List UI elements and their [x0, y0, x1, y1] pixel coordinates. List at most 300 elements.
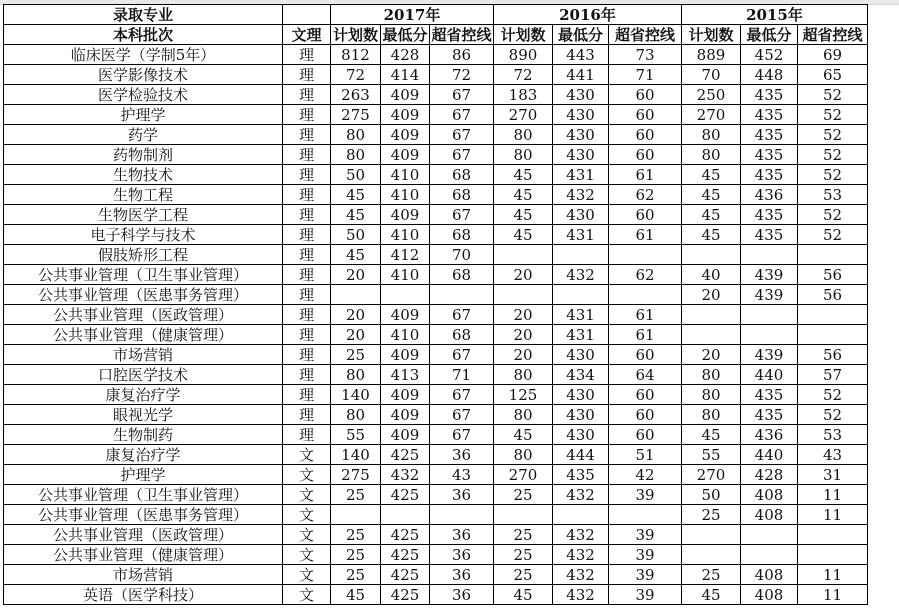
value-cell-over-2017: 36	[430, 565, 494, 585]
value-cell-min-2017: 412	[381, 245, 430, 265]
value-cell-over-2016: 64	[609, 365, 682, 385]
value-cell-over-2017: 67	[430, 105, 494, 125]
value-cell-over-2016: 73	[609, 45, 682, 65]
value-cell-min-2017	[381, 505, 430, 525]
value-cell-plan-2015	[682, 545, 741, 565]
value-cell-plan-2016: 80	[494, 365, 553, 385]
value-cell-plan-2017: 263	[331, 85, 381, 105]
value-cell-plan-2016: 890	[494, 45, 553, 65]
major-name-cell: 公共事业管理（卫生事业管理）	[4, 485, 283, 505]
value-cell-min-2016: 430	[553, 345, 609, 365]
value-cell-min-2017: 409	[381, 405, 430, 425]
value-cell-plan-2015: 45	[682, 205, 741, 225]
table-row	[4, 145, 868, 165]
table-row	[4, 545, 868, 565]
value-cell-min-2016: 444	[553, 445, 609, 465]
value-cell-plan-2017: 72	[331, 65, 381, 85]
value-cell-plan-2017: 45	[331, 585, 381, 605]
value-cell-min-2017: 425	[381, 485, 430, 505]
value-cell-min-2016: 432	[553, 485, 609, 505]
subject-type-cell: 理	[283, 265, 331, 285]
value-cell-plan-2017: 80	[331, 365, 381, 385]
value-cell-min-2016: 432	[553, 265, 609, 285]
value-cell-min-2016	[553, 285, 609, 305]
value-cell-min-2015: 440	[741, 365, 798, 385]
value-cell-min-2016: 430	[553, 145, 609, 165]
table-row	[4, 125, 868, 145]
value-cell-over-2015: 52	[798, 405, 868, 425]
value-cell-over-2016: 39	[609, 485, 682, 505]
value-cell-min-2017: 409	[381, 205, 430, 225]
value-cell-plan-2016: 80	[494, 125, 553, 145]
subject-type-cell: 理	[283, 305, 331, 325]
value-cell-over-2017: 43	[430, 465, 494, 485]
value-cell-over-2016: 60	[609, 425, 682, 445]
major-name-cell: 市场营销	[4, 565, 283, 585]
metric-header-min-2017: 最低分	[382, 25, 428, 44]
value-cell-over-2017: 36	[430, 545, 494, 565]
table-row	[4, 225, 868, 245]
subject-type-cell: 理	[283, 325, 331, 345]
value-cell-over-2017: 67	[430, 205, 494, 225]
value-cell-min-2015: 448	[741, 65, 798, 85]
value-cell-plan-2015: 45	[682, 585, 741, 605]
table-row	[4, 45, 868, 65]
major-name-cell: 医学检验技术	[4, 85, 283, 105]
value-cell-over-2015: 53	[798, 185, 868, 205]
value-cell-plan-2017: 25	[331, 565, 381, 585]
header-row-years	[4, 5, 868, 25]
subject-type-cell: 文	[283, 485, 331, 505]
value-cell-plan-2017: 20	[331, 305, 381, 325]
metric-header-min-2015: 最低分	[741, 25, 798, 45]
value-cell-plan-2017: 140	[331, 385, 381, 405]
value-cell-min-2017: 425	[381, 525, 430, 545]
value-cell-min-2017: 410	[381, 225, 430, 245]
table-row	[4, 485, 868, 505]
value-cell-plan-2015: 270	[682, 105, 741, 125]
value-cell-over-2017: 67	[430, 425, 494, 445]
value-cell-over-2017: 67	[430, 145, 494, 165]
value-cell-plan-2015: 250	[682, 85, 741, 105]
table-row	[4, 365, 868, 385]
subject-type-cell: 理	[283, 85, 331, 105]
value-cell-min-2015: 440	[741, 445, 798, 465]
corner-label-major: 录取专业	[4, 5, 283, 25]
value-cell-plan-2017: 275	[331, 105, 381, 125]
table-row	[4, 85, 868, 105]
metric-header-plan-2017: 计划数	[331, 25, 381, 45]
value-cell-plan-2017: 140	[331, 445, 381, 465]
major-name-cell: 眼视光学	[4, 405, 283, 425]
value-cell-over-2016: 60	[609, 125, 682, 145]
metric-header-over-2015: 超省控线	[798, 25, 868, 45]
metric-header-over-2017: 超省控线	[431, 25, 492, 44]
value-cell-min-2016	[553, 505, 609, 525]
value-cell-min-2015	[741, 525, 798, 545]
value-cell-over-2017: 36	[430, 525, 494, 545]
value-cell-min-2017: 409	[381, 145, 430, 165]
subject-type-cell: 文	[283, 445, 331, 465]
major-name-cell: 口腔医学技术	[4, 365, 283, 385]
subject-type-cell: 理	[283, 225, 331, 245]
subject-type-cell: 理	[283, 165, 331, 185]
value-cell-plan-2015: 20	[682, 345, 741, 365]
subject-type-cell: 理	[283, 345, 331, 365]
major-name-cell: 生物技术	[4, 165, 283, 185]
value-cell-plan-2016: 80	[494, 145, 553, 165]
value-cell-over-2017: 36	[430, 485, 494, 505]
major-name-cell: 市场营销	[4, 345, 283, 365]
table-row	[4, 445, 868, 465]
header-row-metrics	[4, 25, 868, 45]
value-cell-min-2016: 432	[553, 565, 609, 585]
value-cell-plan-2015: 25	[682, 565, 741, 585]
table-body	[4, 45, 868, 605]
value-cell-plan-2016: 25	[494, 565, 553, 585]
table-row	[4, 345, 868, 365]
value-cell-over-2015: 52	[798, 125, 868, 145]
value-cell-plan-2017: 25	[331, 525, 381, 545]
value-cell-over-2017: 68	[430, 185, 494, 205]
metric-header-min-2016: 最低分	[553, 25, 609, 45]
subject-type-cell: 理	[283, 145, 331, 165]
value-cell-min-2017: 425	[381, 545, 430, 565]
value-cell-over-2015: 11	[798, 565, 868, 585]
value-cell-over-2016: 60	[609, 205, 682, 225]
value-cell-plan-2015: 45	[682, 185, 741, 205]
value-cell-over-2015: 57	[798, 365, 868, 385]
value-cell-min-2015: 435	[741, 385, 798, 405]
value-cell-min-2017: 410	[381, 265, 430, 285]
table-row	[4, 165, 868, 185]
value-cell-over-2017: 72	[430, 65, 494, 85]
major-name-cell: 公共事业管理（卫生事业管理）	[4, 265, 283, 285]
value-cell-over-2016: 39	[609, 545, 682, 565]
value-cell-min-2016: 432	[553, 545, 609, 565]
value-cell-plan-2015: 80	[682, 385, 741, 405]
value-cell-over-2015: 52	[798, 385, 868, 405]
value-cell-plan-2015: 25	[682, 505, 741, 525]
value-cell-over-2015: 11	[798, 505, 868, 525]
subject-type-cell: 文	[283, 465, 331, 485]
table-row	[4, 565, 868, 585]
value-cell-min-2017: 425	[381, 585, 430, 605]
major-name-cell: 公共事业管理（医政管理）	[4, 305, 283, 325]
value-cell-min-2015: 452	[741, 45, 798, 65]
value-cell-over-2015: 52	[798, 165, 868, 185]
value-cell-plan-2015: 80	[682, 145, 741, 165]
subject-type-cell: 文	[283, 545, 331, 565]
value-cell-over-2017: 67	[430, 345, 494, 365]
value-cell-over-2015: 11	[798, 585, 868, 605]
value-cell-over-2015	[798, 305, 868, 325]
value-cell-plan-2016: 45	[494, 425, 553, 445]
value-cell-min-2016: 441	[553, 65, 609, 85]
value-cell-over-2016: 60	[609, 145, 682, 165]
value-cell-min-2017	[381, 285, 430, 305]
value-cell-over-2016: 42	[609, 465, 682, 485]
value-cell-plan-2016: 25	[494, 545, 553, 565]
value-cell-over-2017	[430, 505, 494, 525]
value-cell-plan-2016: 45	[494, 185, 553, 205]
major-name-cell: 英语（医学科技）	[4, 585, 283, 605]
subject-type-cell: 理	[283, 385, 331, 405]
value-cell-over-2016: 61	[609, 305, 682, 325]
value-cell-plan-2016: 20	[494, 325, 553, 345]
table-row	[4, 465, 868, 485]
value-cell-plan-2016: 72	[494, 65, 553, 85]
table-row	[4, 205, 868, 225]
value-cell-min-2015: 435	[741, 85, 798, 105]
subject-type-cell: 理	[283, 365, 331, 385]
value-cell-min-2015: 435	[741, 105, 798, 125]
table-row	[4, 245, 868, 265]
table-row	[4, 305, 868, 325]
value-cell-over-2015: 65	[798, 65, 868, 85]
subject-type-cell: 理	[283, 185, 331, 205]
table-row	[4, 385, 868, 405]
value-cell-min-2015: 408	[741, 585, 798, 605]
value-cell-min-2015: 436	[741, 425, 798, 445]
subject-type-cell: 文	[283, 585, 331, 605]
year-2015-header: 2015年	[682, 5, 868, 25]
value-cell-plan-2016: 45	[494, 585, 553, 605]
value-cell-min-2016: 430	[553, 205, 609, 225]
value-cell-plan-2016	[494, 505, 553, 525]
major-name-cell: 假肢矫形工程	[4, 245, 283, 265]
value-cell-over-2015: 53	[798, 425, 868, 445]
value-cell-min-2016: 431	[553, 325, 609, 345]
subject-type-cell: 文	[283, 525, 331, 545]
value-cell-min-2016: 432	[553, 185, 609, 205]
value-cell-plan-2016: 183	[494, 85, 553, 105]
value-cell-plan-2017: 45	[331, 245, 381, 265]
value-cell-over-2015: 52	[798, 225, 868, 245]
value-cell-plan-2015	[682, 525, 741, 545]
value-cell-over-2017: 67	[430, 305, 494, 325]
value-cell-min-2016: 431	[553, 165, 609, 185]
value-cell-plan-2015: 50	[682, 485, 741, 505]
value-cell-min-2017: 410	[381, 325, 430, 345]
major-name-cell: 电子科学与技术	[4, 225, 283, 245]
value-cell-plan-2017: 50	[331, 165, 381, 185]
value-cell-min-2016: 431	[553, 305, 609, 325]
value-cell-min-2017: 409	[381, 425, 430, 445]
value-cell-min-2016: 443	[553, 45, 609, 65]
value-cell-min-2017: 413	[381, 365, 430, 385]
value-cell-over-2016: 61	[609, 165, 682, 185]
subject-type-cell: 理	[283, 205, 331, 225]
value-cell-min-2017: 409	[381, 105, 430, 125]
value-cell-over-2016: 51	[609, 445, 682, 465]
subject-type-cell: 理	[283, 285, 331, 305]
subject-type-cell: 理	[283, 45, 331, 65]
value-cell-over-2016: 60	[609, 405, 682, 425]
value-cell-min-2017: 428	[381, 45, 430, 65]
value-cell-min-2016: 435	[553, 465, 609, 485]
value-cell-over-2015: 52	[798, 145, 868, 165]
major-name-cell: 康复治疗学	[4, 445, 283, 465]
value-cell-over-2015: 43	[798, 445, 868, 465]
value-cell-plan-2015: 20	[682, 285, 741, 305]
value-cell-min-2015: 439	[741, 265, 798, 285]
value-cell-over-2016: 60	[609, 85, 682, 105]
value-cell-plan-2016: 270	[494, 465, 553, 485]
value-cell-over-2016: 60	[609, 385, 682, 405]
value-cell-over-2015: 56	[798, 345, 868, 365]
value-cell-plan-2017: 25	[331, 345, 381, 365]
value-cell-over-2017: 36	[430, 585, 494, 605]
value-cell-plan-2017: 25	[331, 485, 381, 505]
value-cell-plan-2017	[331, 285, 381, 305]
value-cell-over-2017: 68	[430, 265, 494, 285]
value-cell-over-2016: 62	[609, 265, 682, 285]
value-cell-min-2015: 436	[741, 185, 798, 205]
value-cell-min-2015: 408	[741, 565, 798, 585]
table-row	[4, 325, 868, 345]
value-cell-plan-2015: 80	[682, 365, 741, 385]
value-cell-min-2017: 432	[381, 465, 430, 485]
subject-type-cell: 理	[283, 65, 331, 85]
value-cell-min-2017: 409	[381, 85, 430, 105]
value-cell-min-2016: 432	[553, 525, 609, 545]
major-name-cell: 药物制剂	[4, 145, 283, 165]
value-cell-over-2016	[609, 505, 682, 525]
table-row	[4, 65, 868, 85]
table-row	[4, 505, 868, 525]
value-cell-plan-2015: 40	[682, 265, 741, 285]
value-cell-over-2015: 56	[798, 265, 868, 285]
subject-type-cell: 理	[283, 425, 331, 445]
value-cell-min-2016	[553, 245, 609, 265]
value-cell-over-2016	[609, 245, 682, 265]
value-cell-plan-2017: 20	[331, 325, 381, 345]
value-cell-plan-2016: 25	[494, 485, 553, 505]
value-cell-min-2015: 408	[741, 485, 798, 505]
value-cell-plan-2016: 80	[494, 405, 553, 425]
major-name-cell: 公共事业管理（健康管理）	[4, 325, 283, 345]
value-cell-plan-2017: 80	[331, 145, 381, 165]
value-cell-min-2016: 434	[553, 365, 609, 385]
table-row	[4, 265, 868, 285]
value-cell-over-2015	[798, 245, 868, 265]
year-2016-header: 2016年	[494, 5, 682, 25]
value-cell-over-2016: 39	[609, 525, 682, 545]
value-cell-over-2016: 61	[609, 225, 682, 245]
subject-type-cell: 理	[283, 245, 331, 265]
value-cell-min-2016: 430	[553, 85, 609, 105]
value-cell-min-2017: 425	[381, 445, 430, 465]
value-cell-plan-2015: 80	[682, 405, 741, 425]
value-cell-min-2017: 425	[381, 565, 430, 585]
major-name-cell: 康复治疗学	[4, 385, 283, 405]
value-cell-over-2017: 67	[430, 85, 494, 105]
admission-score-table	[3, 4, 868, 605]
major-name-cell: 药学	[4, 125, 283, 145]
value-cell-over-2017: 71	[430, 365, 494, 385]
value-cell-min-2015: 435	[741, 145, 798, 165]
value-cell-min-2015: 408	[741, 505, 798, 525]
value-cell-over-2017: 68	[430, 225, 494, 245]
value-cell-min-2015	[741, 245, 798, 265]
value-cell-plan-2017: 80	[331, 125, 381, 145]
value-cell-min-2015: 435	[741, 165, 798, 185]
value-cell-plan-2015: 270	[682, 465, 741, 485]
table-row	[4, 405, 868, 425]
value-cell-plan-2016: 20	[494, 305, 553, 325]
value-cell-over-2015: 31	[798, 465, 868, 485]
value-cell-over-2015: 69	[798, 45, 868, 65]
value-cell-over-2015: 56	[798, 285, 868, 305]
type-column-header: 文理	[283, 25, 331, 45]
value-cell-over-2016: 71	[609, 65, 682, 85]
table-row	[4, 185, 868, 205]
table-row	[4, 285, 868, 305]
value-cell-min-2017: 410	[381, 165, 430, 185]
value-cell-min-2016: 430	[553, 405, 609, 425]
table-row	[4, 585, 868, 605]
value-cell-plan-2016: 25	[494, 525, 553, 545]
value-cell-plan-2016: 20	[494, 345, 553, 365]
major-name-cell: 生物制药	[4, 425, 283, 445]
major-name-cell: 公共事业管理（健康管理）	[4, 545, 283, 565]
value-cell-over-2017: 70	[430, 245, 494, 265]
value-cell-min-2015: 435	[741, 125, 798, 145]
value-cell-plan-2015: 45	[682, 165, 741, 185]
value-cell-min-2015: 439	[741, 285, 798, 305]
metric-header-plan-2016: 计划数	[494, 25, 553, 45]
value-cell-over-2015: 52	[798, 105, 868, 125]
major-name-cell: 护理学	[4, 105, 283, 125]
subject-type-cell: 理	[283, 405, 331, 425]
value-cell-over-2017: 67	[430, 405, 494, 425]
value-cell-min-2017: 410	[381, 185, 430, 205]
value-cell-min-2015: 435	[741, 225, 798, 245]
value-cell-min-2015: 428	[741, 465, 798, 485]
value-cell-plan-2015	[682, 325, 741, 345]
value-cell-over-2017: 67	[430, 125, 494, 145]
major-name-cell: 公共事业管理（医政管理）	[4, 525, 283, 545]
subject-type-cell: 理	[283, 105, 331, 125]
value-cell-plan-2016: 125	[494, 385, 553, 405]
table-row	[4, 525, 868, 545]
value-cell-plan-2017: 20	[331, 265, 381, 285]
value-cell-over-2017: 68	[430, 165, 494, 185]
value-cell-plan-2015: 55	[682, 445, 741, 465]
value-cell-over-2017: 36	[430, 445, 494, 465]
value-cell-min-2017: 409	[381, 125, 430, 145]
value-cell-over-2016: 39	[609, 565, 682, 585]
value-cell-plan-2017	[331, 505, 381, 525]
subject-type-cell: 文	[283, 505, 331, 525]
value-cell-plan-2015: 70	[682, 65, 741, 85]
subject-type-cell: 理	[283, 125, 331, 145]
value-cell-min-2017: 409	[381, 305, 430, 325]
major-name-cell: 护理学	[4, 465, 283, 485]
year-2017-header: 2017年	[331, 5, 494, 25]
type-header-blank	[283, 5, 331, 25]
value-cell-plan-2015: 80	[682, 125, 741, 145]
major-name-cell: 医学影像技术	[4, 65, 283, 85]
metric-header-plan-2015: 计划数	[682, 25, 741, 45]
value-cell-plan-2015	[682, 245, 741, 265]
value-cell-plan-2017: 55	[331, 425, 381, 445]
value-cell-over-2015	[798, 325, 868, 345]
table-row	[4, 105, 868, 125]
table-row	[4, 425, 868, 445]
value-cell-plan-2015: 889	[682, 45, 741, 65]
